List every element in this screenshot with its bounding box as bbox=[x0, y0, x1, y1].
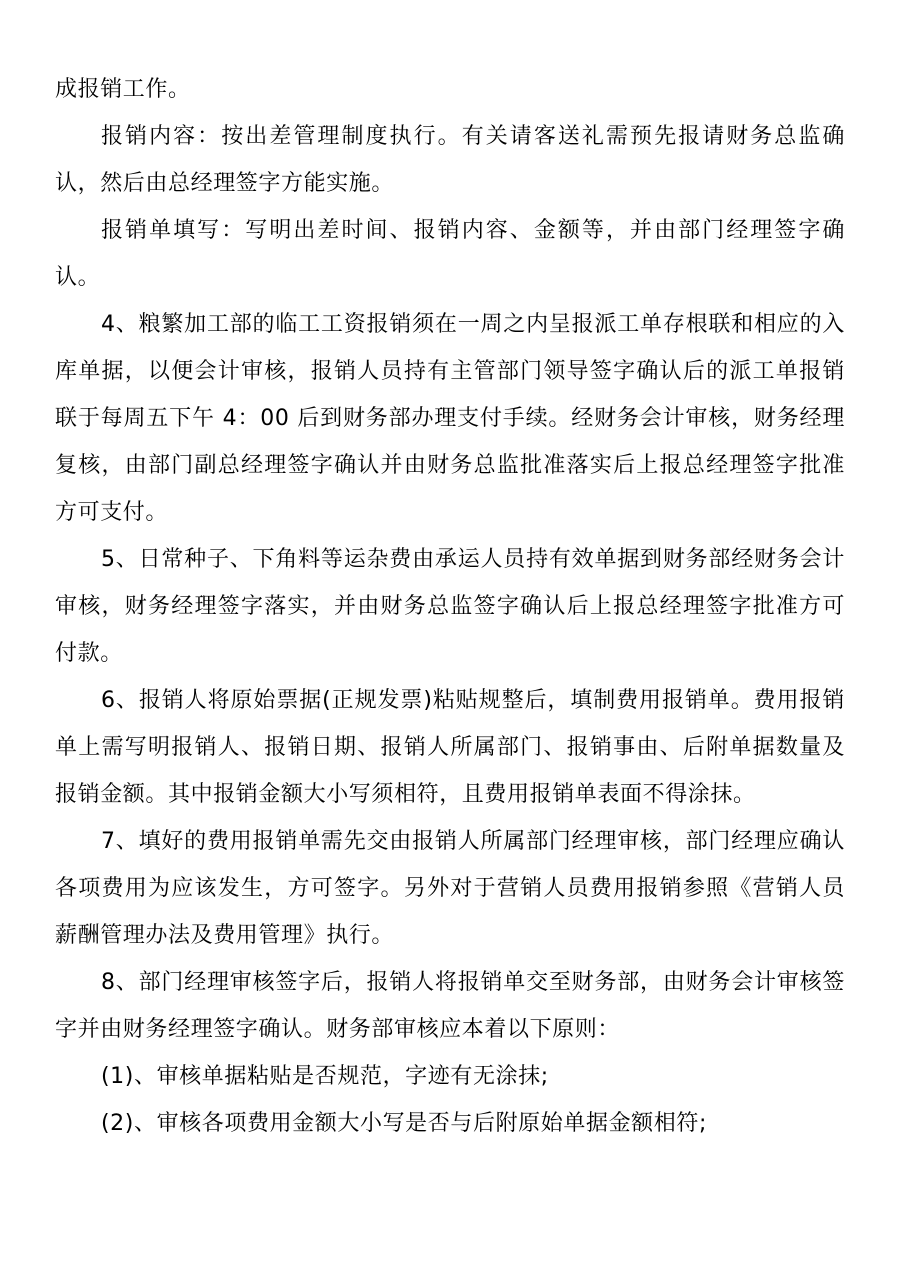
paragraph-item-4: 4、粮繁加工部的临工工资报销须在一周之内呈报派工单存根联和相应的入库单据，以便会计审核，报销人员持有主管部门领导签字确认后的派工单报销联于每周五下午 4：00 后到财务部办理支付手续。经财务会计审核，财务经理复核，由部门副总经理签字确认并由财务总监批准落实后上报总经理签字批准方可支付。 bbox=[55, 312, 845, 525]
paragraph-rule-2: (2)、审核各项费用金额大小写是否与后附原始单据金额相符; bbox=[101, 1111, 707, 1136]
paragraph-form-filling: 报销单填写：写明出差时间、报销内容、金额等，并由部门经理签字确认。 bbox=[55, 218, 845, 290]
paragraph-item-7: 7、填好的费用报销单需先交由报销人所属部门经理审核，部门经理应确认各项费用为应该发生，方可签字。另外对于营销人员费用报销参照《营销人员薪酬管理办法及费用管理》执行。 bbox=[55, 829, 845, 948]
document-page bbox=[55, 66, 845, 1147]
paragraph-rule-1: (1)、审核单据粘贴是否规范，字迹有无涂抹; bbox=[101, 1064, 549, 1089]
paragraph-continuation: 成报销工作。 bbox=[55, 77, 191, 102]
paragraph-item-6: 6、报销人将原始票据(正规发票)粘贴规整后，填制费用报销单。费用报销单上需写明报销人、报销日期、报销人所属部门、报销事由、后附单据数量及报销金额。其中报销金额大小写须相符，且费用报销单表面不得涂抹。 bbox=[55, 688, 845, 807]
paragraph-reimbursement-content: 报销内容：按出差管理制度执行。有关请客送礼需预先报请财务总监确认，然后由总经理签字方能实施。 bbox=[55, 124, 845, 196]
paragraph-item-8: 8、部门经理审核签字后，报销人将报销单交至财务部，由财务会计审核签字并由财务经理签字确认。财务部审核应本着以下原则： bbox=[55, 970, 845, 1042]
paragraph-item-5: 5、日常种子、下角料等运杂费由承运人员持有效单据到财务部经财务会计审核，财务经理签字落实，并由财务总监签字确认后上报总经理签字批准方可付款。 bbox=[55, 547, 845, 666]
